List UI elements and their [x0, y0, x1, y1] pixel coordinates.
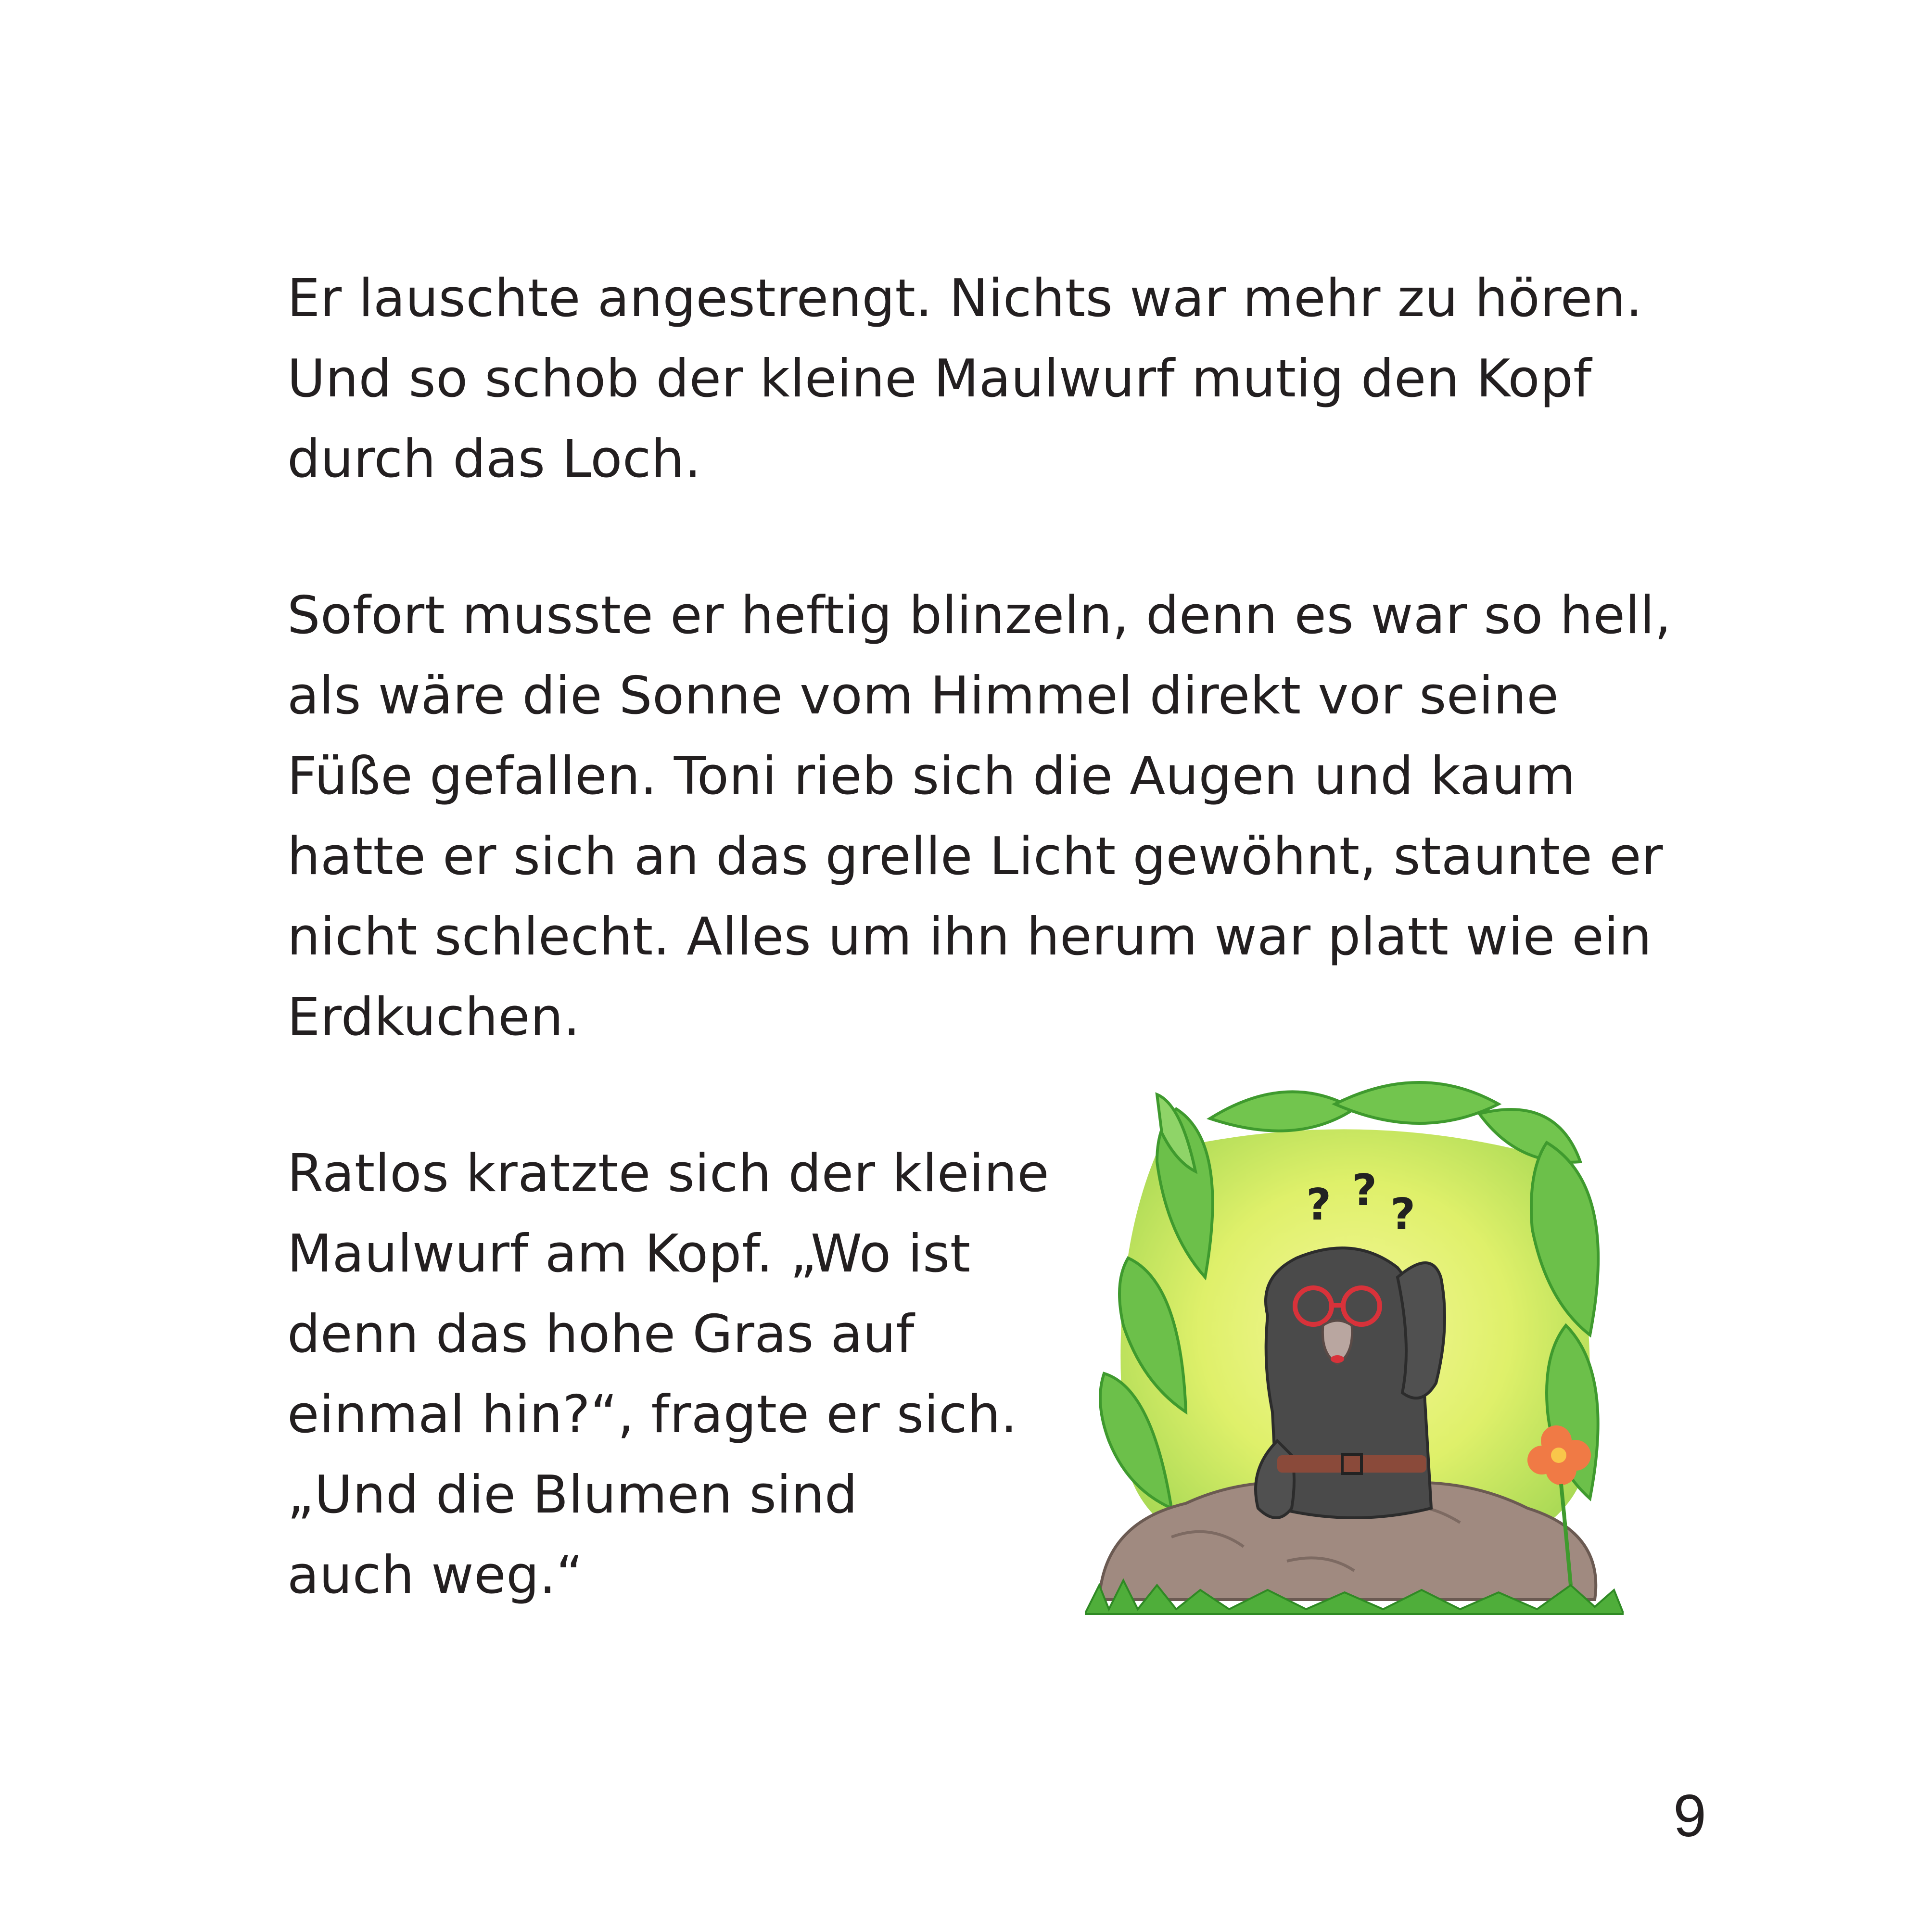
text-line: Maulwurf am Kopf. „Wo ist [287, 1224, 971, 1284]
text-line: Ratlos kratzte sich der kleine [287, 1144, 1050, 1204]
text-line: denn das hohe Gras auf [287, 1304, 915, 1364]
text-line: nicht schlecht. Alles um ihn herum war platt wie ein [287, 907, 1652, 967]
paragraph-3 [287, 1133, 1049, 1615]
belt [1277, 1455, 1426, 1473]
text-line: hatte er sich an das grelle Licht gewöhnt, staunte er [287, 826, 1663, 887]
text-line: Erdkuchen. [287, 987, 581, 1047]
text-line: Füße gefallen. Toni rieb sich die Augen und kaum [287, 746, 1576, 806]
paragraph-1 [287, 258, 1642, 499]
text-line: Er lauschte angestrengt. Nichts war mehr zu hören. [287, 268, 1643, 329]
text-line: „Und die Blumen sind [287, 1465, 858, 1525]
question-mark: ? [1352, 1165, 1377, 1216]
text-line: durch das Loch. [287, 429, 701, 489]
text-line: Sofort musste er heftig blinzeln, denn es war so hell, [287, 585, 1672, 646]
page-number: 9 [1673, 1783, 1706, 1849]
text-line: Und so schob der kleine Maulwurf mutig den Kopf [287, 349, 1592, 409]
text-line: einmal hin?“, fragte er sich. [287, 1385, 1017, 1445]
mole-on-molehill-illustration [1085, 1075, 1624, 1626]
paragraph-2 [287, 575, 1671, 1057]
question-mark: ? [1306, 1180, 1332, 1230]
question-mark: ? [1390, 1189, 1416, 1240]
text-line: als wäre die Sonne vom Himmel direkt vor seine [287, 666, 1559, 726]
mole [1256, 1248, 1445, 1518]
text-line: auch weg.“ [287, 1545, 584, 1605]
